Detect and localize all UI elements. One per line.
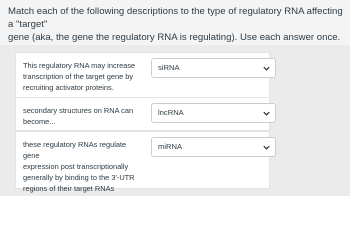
- description-line: This regulatory RNA may increase: [23, 61, 136, 70]
- description-line: these regulatory RNAs regulate gene: [23, 140, 127, 160]
- answer-select-1[interactable]: [151, 58, 276, 78]
- chevron-down-icon: [262, 64, 271, 73]
- description-line: transcription of the target gene by: [23, 72, 134, 81]
- match-row-3: [15, 131, 270, 193]
- matching-panel: [0, 45, 350, 196]
- description-line: regions of their target RNAs: [23, 184, 115, 193]
- match-description-2: [23, 105, 143, 127]
- prompt-line-1: Match each of the following descriptions to the type of regulatory RNA affecting a "target": [8, 6, 343, 30]
- answer-select-value: lncRNA: [158, 108, 184, 117]
- question-prompt: [0, 0, 350, 45]
- answer-select-value: siRNA: [158, 63, 180, 72]
- prompt-line-2: gene (aka, the gene the regulatory RNA is regulating). Use each answer once.: [8, 32, 341, 43]
- match-description-1: [23, 60, 143, 93]
- chevron-down-icon: [262, 143, 271, 152]
- match-row-1: [15, 52, 270, 98]
- answer-select-3[interactable]: [151, 137, 276, 157]
- description-line: generally by binding to the 3'-UTR: [23, 173, 135, 182]
- chevron-down-icon: [262, 109, 271, 118]
- answer-select-value: miRNA: [158, 142, 183, 151]
- answer-select-2[interactable]: [151, 103, 276, 123]
- match-description-3: [23, 139, 143, 194]
- description-line: expression post transcriptionally: [23, 162, 129, 171]
- description-line: secondary structures on RNA can: [23, 106, 134, 115]
- description-line: recruiting activator proteins.: [23, 83, 114, 92]
- description-line: become...: [23, 117, 56, 126]
- match-row-2: [15, 97, 270, 131]
